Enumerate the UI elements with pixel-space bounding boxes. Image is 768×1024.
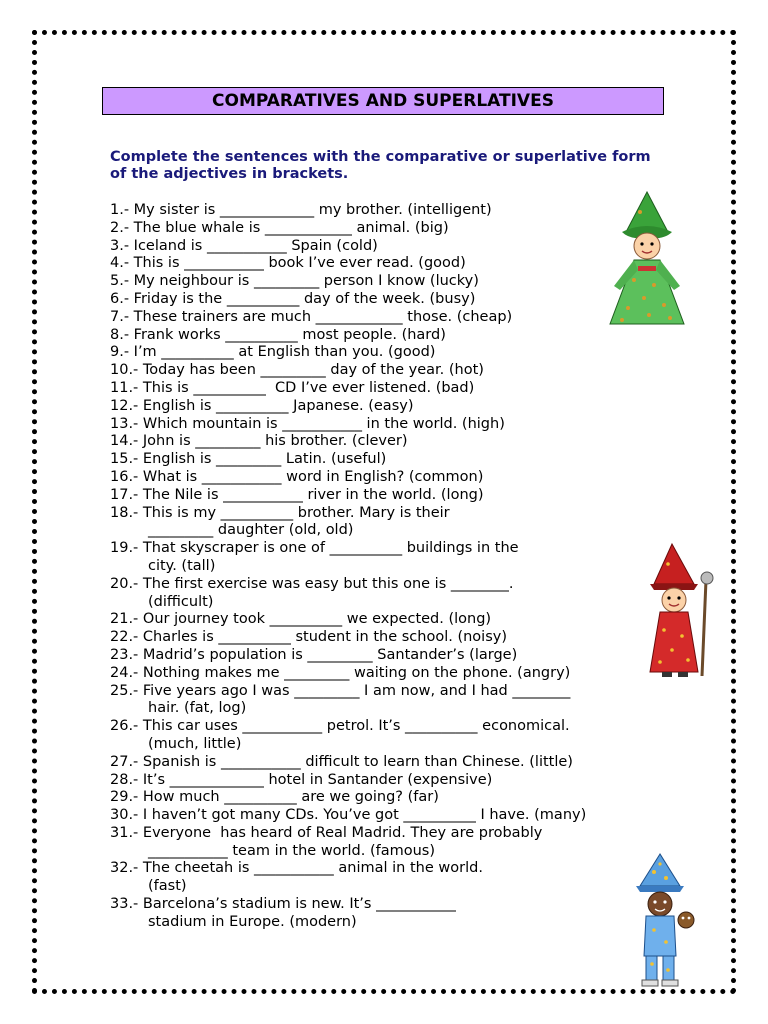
question-text: 25.- Five years ago I was _________ I am now, and I had ________: [110, 682, 571, 699]
question-item: [110, 433, 670, 451]
question-text: 3.- Iceland is ___________ Spain (cold): [110, 237, 378, 254]
question-item: [110, 469, 670, 487]
question-text: 8.- Frank works __________ most people. (hard): [110, 326, 446, 343]
question-item: [110, 789, 670, 807]
question-item: [110, 291, 670, 309]
question-item: [110, 255, 670, 273]
question-item: [110, 487, 670, 505]
question-item: [110, 629, 670, 647]
question-item: [110, 576, 670, 612]
question-item: [110, 309, 670, 327]
question-item: [110, 665, 670, 683]
question-item: [110, 683, 670, 719]
worksheet-title: COMPARATIVES AND SUPERLATIVES: [102, 87, 664, 115]
question-text: 7.- These trainers are much ____________ those. (cheap): [110, 308, 513, 325]
question-continuation: (fast): [148, 878, 187, 895]
question-item: [110, 647, 670, 665]
question-item: [110, 772, 670, 790]
green-elf-clipart: [604, 190, 690, 330]
question-continuation: city. (tall): [148, 557, 216, 574]
question-text: 9.- I’m __________ at English than you. (good): [110, 344, 436, 361]
question-item: [110, 273, 670, 291]
question-item: [110, 451, 670, 469]
question-text: 30.- I haven’t got many CDs. You’ve got __________ I have. (many): [110, 807, 587, 824]
blue-wizard-clipart: [620, 852, 706, 988]
question-text: 4.- This is ___________ book I’ve ever read. (good): [110, 255, 466, 272]
question-item: [110, 611, 670, 629]
question-item: [110, 398, 670, 416]
question-text: 33.- Barcelona’s stadium is new. It’s ___________: [110, 896, 456, 913]
question-item: [110, 718, 670, 754]
question-item: [110, 344, 670, 362]
question-text: 17.- The Nile is ___________ river in the world. (long): [110, 486, 484, 503]
question-continuation: ___________ team in the world. (famous): [148, 842, 436, 859]
question-continuation: (much, little): [148, 735, 242, 752]
question-text: 16.- What is ___________ word in English? (common): [110, 468, 484, 485]
question-item: [110, 362, 670, 380]
red-wizard-clipart: [642, 540, 722, 680]
question-list: [110, 202, 670, 932]
question-item: [110, 327, 670, 345]
question-item: [110, 860, 670, 896]
question-text: 5.- My neighbour is _________ person I know (lucky): [110, 273, 479, 290]
question-item: [110, 202, 670, 220]
question-item: [110, 896, 670, 932]
question-text: 20.- The first exercise was easy but this one is ________.: [110, 575, 514, 592]
question-text: 13.- Which mountain is ___________ in the world. (high): [110, 415, 505, 432]
question-text: 29.- How much __________ are we going? (far): [110, 789, 439, 806]
question-item: [110, 416, 670, 434]
question-text: 14.- John is _________ his brother. (clever): [110, 433, 408, 450]
question-text: 24.- Nothing makes me _________ waiting on the phone. (angry): [110, 664, 571, 681]
question-text: 10.- Today has been _________ day of the year. (hot): [110, 362, 484, 379]
question-text: 18.- This is my __________ brother. Mary is their: [110, 504, 450, 521]
question-text: 11.- This is __________ CD I’ve ever listened. (bad): [110, 379, 475, 396]
question-text: 19.- That skyscraper is one of __________ buildings in the: [110, 540, 519, 557]
question-text: 2.- The blue whale is ____________ animal. (big): [110, 219, 449, 236]
question-text: 23.- Madrid’s population is _________ Santander’s (large): [110, 646, 518, 663]
question-text: 31.- Everyone has heard of Real Madrid. They are probably: [110, 824, 543, 841]
question-item: [110, 380, 670, 398]
question-item: [110, 754, 670, 772]
question-text: 26.- This car uses ___________ petrol. It’s __________ economical.: [110, 718, 570, 735]
question-continuation: (difficult): [148, 593, 214, 610]
question-text: 12.- English is __________ Japanese. (easy): [110, 397, 414, 414]
question-continuation: hair. (fat, log): [148, 700, 247, 717]
question-item: [110, 238, 670, 256]
question-text: 21.- Our journey took __________ we expected. (long): [110, 611, 492, 628]
question-text: 22.- Charles is __________ student in the school. (noisy): [110, 629, 507, 646]
question-item: [110, 505, 670, 541]
instructions: Complete the sentences with the comparative or superlative form of the adjectives in brackets.: [110, 149, 651, 182]
question-text: 32.- The cheetah is ___________ animal in the world.: [110, 860, 483, 877]
question-text: 15.- English is _________ Latin. (useful): [110, 451, 387, 468]
question-item: [110, 220, 670, 238]
question-text: 6.- Friday is the __________ day of the week. (busy): [110, 290, 476, 307]
question-item: [110, 825, 670, 861]
question-continuation: _________ daughter (old, old): [148, 522, 354, 539]
question-text: 1.- My sister is _____________ my brother. (intelligent): [110, 202, 492, 218]
question-text: 27.- Spanish is ___________ difficult to learn than Chinese. (little): [110, 753, 573, 770]
question-text: 28.- It’s _____________ hotel in Santander (expensive): [110, 771, 493, 788]
question-item: [110, 807, 670, 825]
question-item: [110, 540, 670, 576]
question-continuation: stadium in Europe. (modern): [148, 913, 357, 930]
